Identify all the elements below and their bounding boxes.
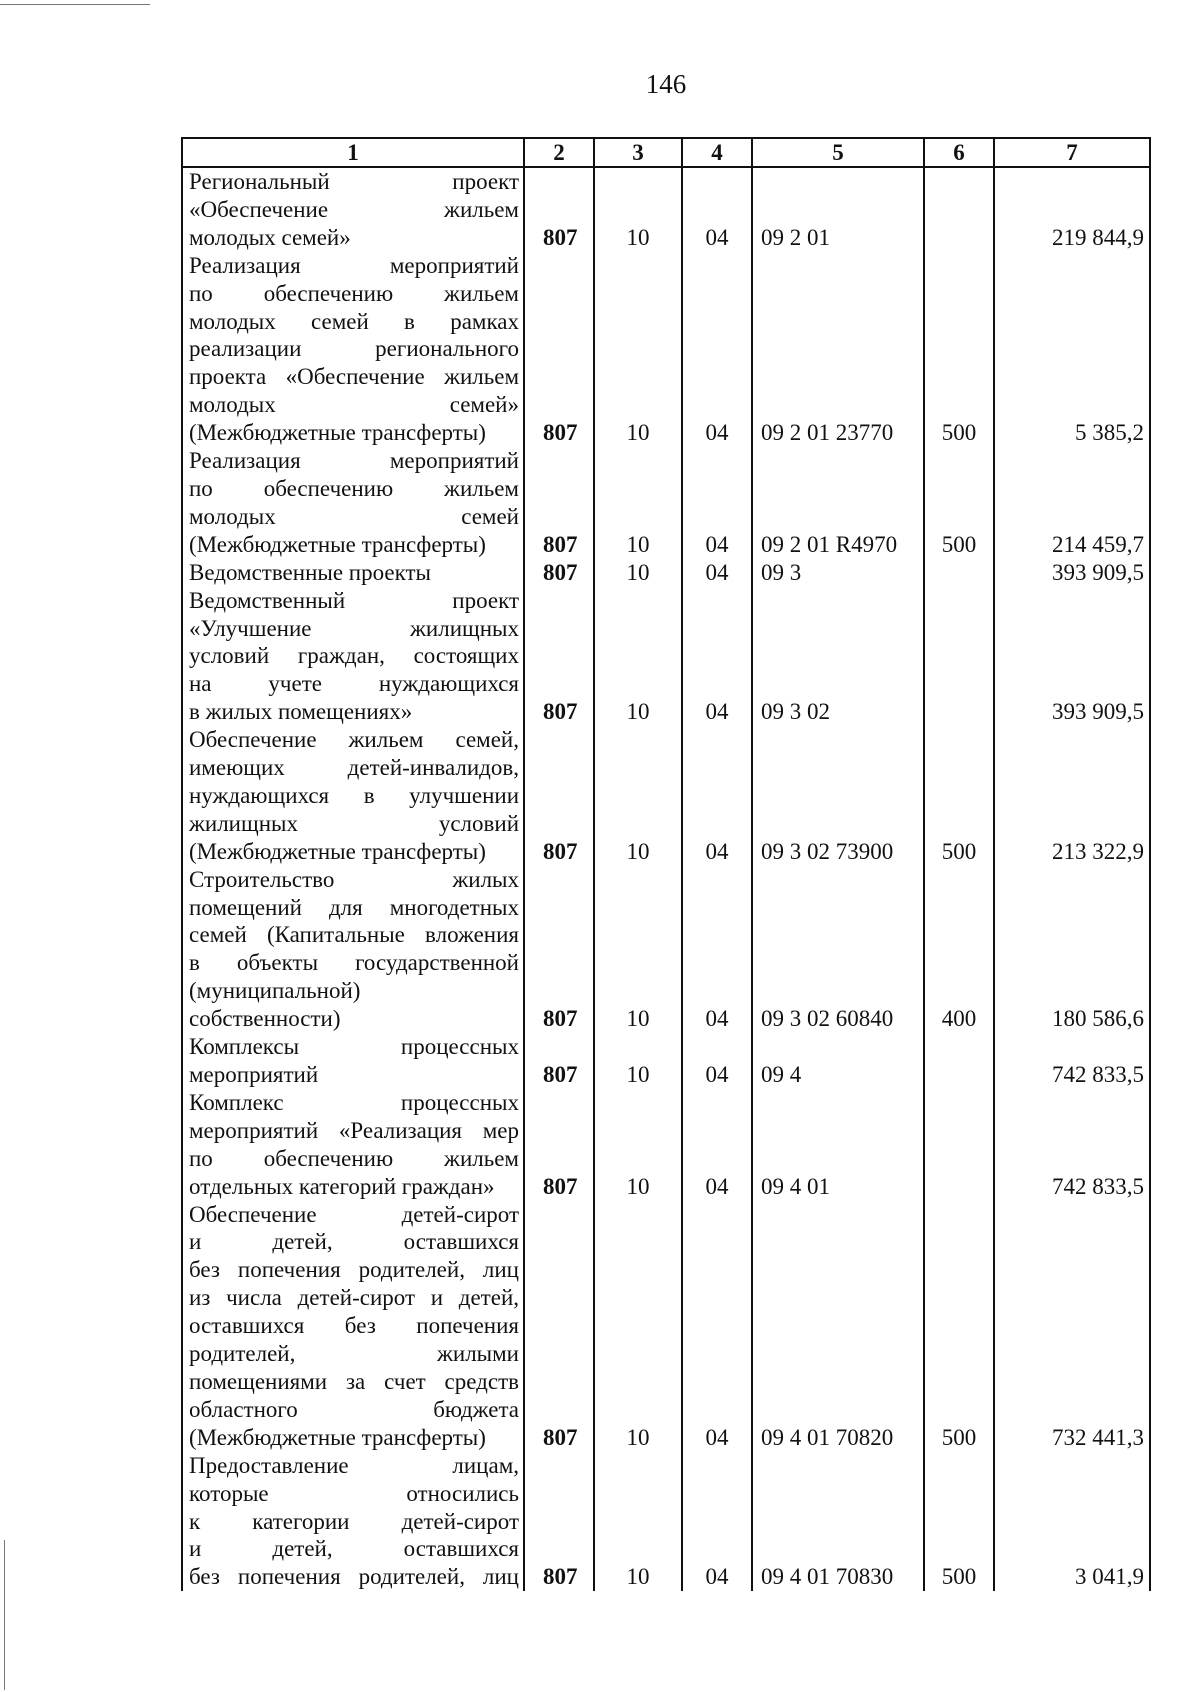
table-row bbox=[182, 1033, 1150, 1089]
description-line: отдельных категорий граждан» bbox=[189, 1173, 495, 1199]
section-code-cell: 10 bbox=[594, 587, 682, 727]
description-line: Комплексы процессных bbox=[189, 1034, 519, 1060]
description-line: Региональный проект bbox=[189, 169, 519, 194]
description-line: молодых семей» bbox=[189, 224, 351, 250]
expense-type-cell: 500 bbox=[924, 1201, 994, 1452]
section-code-cell: 10 bbox=[594, 866, 682, 1033]
description-line: «Улучшение жилищных bbox=[189, 615, 519, 641]
target-article-cell: 09 4 bbox=[752, 1033, 924, 1089]
description-line: реализации регионального bbox=[189, 336, 519, 362]
description-cell bbox=[182, 587, 524, 727]
table-row bbox=[182, 252, 1150, 447]
amount-cell: 214 459,7 bbox=[994, 447, 1150, 559]
description-line: помещениями за счет средств bbox=[189, 1368, 519, 1394]
description-cell bbox=[182, 1033, 524, 1089]
description-line: мероприятий «Реализация мер bbox=[189, 1117, 519, 1143]
description-line: (Межбюджетные трансферты) bbox=[189, 531, 486, 557]
target-article-cell: 09 4 01 70830 bbox=[752, 1452, 924, 1592]
subsection-code-cell: 04 bbox=[682, 1089, 752, 1201]
section-code-cell: 10 bbox=[594, 1452, 682, 1592]
table-row bbox=[182, 1452, 1150, 1592]
description-line: Ведомственные проекты bbox=[189, 559, 431, 585]
table-row bbox=[182, 167, 1150, 252]
amount-cell: 5 385,2 bbox=[994, 252, 1150, 447]
description-line: молодых семей» bbox=[189, 392, 519, 418]
description-line: и детей, оставшихся bbox=[189, 1536, 519, 1562]
subsection-code-cell: 04 bbox=[682, 726, 752, 866]
table-row bbox=[182, 447, 1150, 559]
section-code-cell: 10 bbox=[594, 447, 682, 559]
table-row bbox=[182, 726, 1150, 866]
description-line: которые относились bbox=[189, 1480, 519, 1506]
target-article-cell: 09 4 01 70820 bbox=[752, 1201, 924, 1452]
table-row bbox=[182, 587, 1150, 727]
description-cell bbox=[182, 866, 524, 1033]
expense-type-cell: 400 bbox=[924, 866, 994, 1033]
description-line: оставшихся без попечения bbox=[189, 1313, 519, 1339]
page-number: 146 bbox=[645, 69, 687, 99]
description-cell bbox=[182, 447, 524, 559]
amount-cell: 3 041,9 bbox=[994, 1452, 1150, 1592]
description-line: из числа детей-сирот и детей, bbox=[189, 1285, 519, 1311]
section-code-cell: 10 bbox=[594, 252, 682, 447]
description-cell bbox=[182, 726, 524, 866]
amount-cell: 742 833,5 bbox=[994, 1033, 1150, 1089]
column-header: 6 bbox=[924, 138, 994, 167]
column-header: 4 bbox=[682, 138, 752, 167]
description-cell bbox=[182, 252, 524, 447]
description-line: нуждающихся в улучшении bbox=[189, 782, 519, 808]
description-line: родителей, жилыми bbox=[189, 1341, 519, 1367]
description-line: семей (Капитальные вложения bbox=[189, 922, 519, 948]
expense-type-cell: 500 bbox=[924, 447, 994, 559]
scan-edge-left bbox=[4, 1540, 5, 1690]
description-line: имеющих детей-инвалидов, bbox=[189, 755, 519, 781]
description-line: Комплекс процессных bbox=[189, 1089, 519, 1115]
expense-type-cell: 500 bbox=[924, 1452, 994, 1592]
description-line: по обеспечению жильем bbox=[189, 475, 519, 501]
description-line: без попечения родителей, лиц bbox=[189, 1564, 519, 1590]
chapter-code-cell: 807 bbox=[524, 587, 594, 727]
description-line: (Межбюджетные трансферты) bbox=[189, 838, 486, 864]
expense-type-cell bbox=[924, 167, 994, 252]
description-line: Обеспечение жильем семей, bbox=[189, 727, 519, 753]
section-code-cell: 10 bbox=[594, 559, 682, 587]
column-number-header-row bbox=[182, 138, 1150, 167]
target-article-cell: 09 3 bbox=[752, 559, 924, 587]
description-line: условий граждан, состоящих bbox=[189, 643, 519, 669]
description-line: «Обеспечение жильем bbox=[189, 196, 519, 222]
chapter-code-cell: 807 bbox=[524, 252, 594, 447]
description-line: жилищных условий bbox=[189, 810, 519, 836]
subsection-code-cell: 04 bbox=[682, 447, 752, 559]
target-article-cell: 09 2 01 23770 bbox=[752, 252, 924, 447]
description-line: Ведомственный проект bbox=[189, 587, 519, 613]
chapter-code-cell: 807 bbox=[524, 447, 594, 559]
description-cell bbox=[182, 167, 524, 252]
target-article-cell: 09 2 01 bbox=[752, 167, 924, 252]
description-line: (муниципальной) bbox=[189, 978, 361, 1004]
description-line: Строительство жилых bbox=[189, 866, 519, 892]
subsection-code-cell: 04 bbox=[682, 866, 752, 1033]
description-line: Реализация мероприятий bbox=[189, 448, 519, 474]
amount-cell: 732 441,3 bbox=[994, 1201, 1150, 1452]
budget-table bbox=[181, 137, 1151, 1591]
target-article-cell: 09 2 01 R4970 bbox=[752, 447, 924, 559]
table-row bbox=[182, 866, 1150, 1033]
chapter-code-cell: 807 bbox=[524, 559, 594, 587]
description-line: Обеспечение детей-сирот bbox=[189, 1201, 519, 1227]
scan-edge-top bbox=[0, 4, 150, 5]
subsection-code-cell: 04 bbox=[682, 559, 752, 587]
amount-cell: 219 844,9 bbox=[994, 167, 1150, 252]
target-article-cell: 09 3 02 60840 bbox=[752, 866, 924, 1033]
amount-cell: 742 833,5 bbox=[994, 1089, 1150, 1201]
description-line: без попечения родителей, лиц bbox=[189, 1257, 519, 1283]
amount-cell: 180 586,6 bbox=[994, 866, 1150, 1033]
description-cell bbox=[182, 1452, 524, 1592]
description-line: молодых семей bbox=[189, 503, 519, 529]
amount-cell: 213 322,9 bbox=[994, 726, 1150, 866]
section-code-cell: 10 bbox=[594, 726, 682, 866]
target-article-cell: 09 3 02 bbox=[752, 587, 924, 727]
section-code-cell: 10 bbox=[594, 1033, 682, 1089]
description-line: по обеспечению жильем bbox=[189, 1145, 519, 1171]
description-line: (Межбюджетные трансферты) bbox=[189, 420, 486, 446]
chapter-code-cell: 807 bbox=[524, 1033, 594, 1089]
description-line: по обеспечению жильем bbox=[189, 280, 519, 306]
subsection-code-cell: 04 bbox=[682, 167, 752, 252]
expense-type-cell: 500 bbox=[924, 726, 994, 866]
chapter-code-cell: 807 bbox=[524, 866, 594, 1033]
section-code-cell: 10 bbox=[594, 1089, 682, 1201]
section-code-cell: 10 bbox=[594, 1201, 682, 1452]
expense-type-cell bbox=[924, 1089, 994, 1201]
expense-type-cell bbox=[924, 587, 994, 727]
column-header: 5 bbox=[752, 138, 924, 167]
description-line: к категории детей-сирот bbox=[189, 1508, 519, 1534]
column-header: 3 bbox=[594, 138, 682, 167]
subsection-code-cell: 04 bbox=[682, 1201, 752, 1452]
column-header: 1 bbox=[182, 138, 524, 167]
subsection-code-cell: 04 bbox=[682, 252, 752, 447]
table-row bbox=[182, 559, 1150, 587]
column-header: 7 bbox=[994, 138, 1150, 167]
description-line: (Межбюджетные трансферты) bbox=[189, 1424, 486, 1450]
description-line: областного бюджета bbox=[189, 1396, 519, 1422]
description-line: мероприятий bbox=[189, 1062, 319, 1087]
subsection-code-cell: 04 bbox=[682, 587, 752, 727]
expense-type-cell bbox=[924, 559, 994, 587]
description-cell bbox=[182, 559, 524, 587]
subsection-code-cell: 04 bbox=[682, 1033, 752, 1089]
description-cell bbox=[182, 1089, 524, 1201]
subsection-code-cell: 04 bbox=[682, 1452, 752, 1592]
table-row bbox=[182, 1201, 1150, 1452]
description-line: на учете нуждающихся bbox=[189, 671, 519, 697]
description-cell bbox=[182, 1201, 524, 1452]
target-article-cell: 09 3 02 73900 bbox=[752, 726, 924, 866]
table-row bbox=[182, 1089, 1150, 1201]
description-line: помещений для многодетных bbox=[189, 894, 519, 920]
description-line: Предоставление лицам, bbox=[189, 1452, 519, 1478]
chapter-code-cell: 807 bbox=[524, 167, 594, 252]
description-line: и детей, оставшихся bbox=[189, 1229, 519, 1255]
description-line: в объекты государственной bbox=[189, 950, 519, 976]
section-code-cell: 10 bbox=[594, 167, 682, 252]
amount-cell: 393 909,5 bbox=[994, 559, 1150, 587]
amount-cell: 393 909,5 bbox=[994, 587, 1150, 727]
description-line: проекта «Обеспечение жильем bbox=[189, 364, 519, 390]
description-line: собственности) bbox=[189, 1006, 341, 1032]
chapter-code-cell: 807 bbox=[524, 1452, 594, 1592]
expense-type-cell bbox=[924, 1033, 994, 1089]
chapter-code-cell: 807 bbox=[524, 1201, 594, 1452]
column-header: 2 bbox=[524, 138, 594, 167]
description-line: Реализация мероприятий bbox=[189, 252, 519, 278]
chapter-code-cell: 807 bbox=[524, 1089, 594, 1201]
chapter-code-cell: 807 bbox=[524, 726, 594, 866]
expense-type-cell: 500 bbox=[924, 252, 994, 447]
target-article-cell: 09 4 01 bbox=[752, 1089, 924, 1201]
description-line: молодых семей в рамках bbox=[189, 308, 519, 334]
description-line: в жилых помещениях» bbox=[189, 699, 413, 725]
